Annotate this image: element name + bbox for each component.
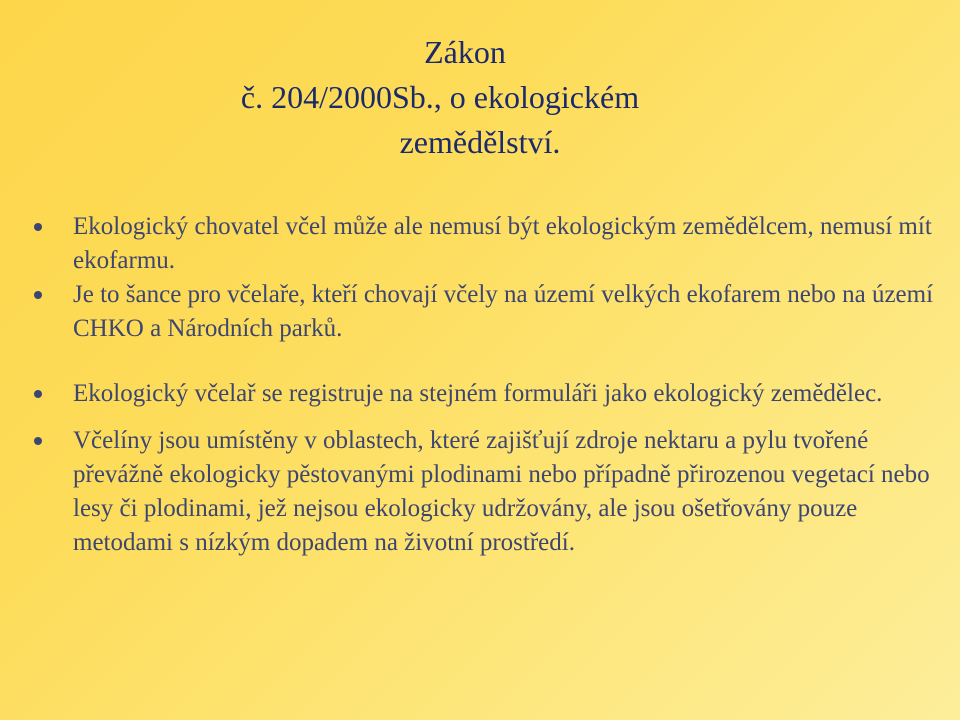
bullet-list	[30, 210, 945, 560]
bullet-dot-icon	[34, 437, 42, 445]
bullet-dot-icon	[34, 223, 42, 231]
title-line-3: zemědělství.	[399, 124, 561, 160]
bullet-text: Ekologický včelař se registruje na stejném formuláři jako ekologický zemědělec.	[73, 380, 883, 407]
bullet-item	[30, 377, 945, 411]
bullet-item	[30, 210, 945, 278]
title-line-2: č. 204/2000Sb., o ekologickém	[240, 79, 640, 115]
bullet-text: Ekologický chovatel včel může ale nemusí být ekologickým zemědělcem, nemusí mít ekofarmu.	[73, 213, 932, 274]
bullet-text: Včelíny jsou umístěny v oblastech, které zajišťují zdroje nektaru a pylu tvořené převážně ekologicky pěstovanými plodinami nebo případně přirozenou vegetací nebo lesy či plodinami, jež nejsou ekologicky udržovány, ale jsou ošetřovány pouze metodami s nízkým dopadem na životní prostředí.	[73, 427, 930, 556]
bullet-item	[30, 278, 945, 346]
bullet-dot-icon	[34, 390, 42, 398]
slide-title	[0, 30, 960, 165]
bullet-item	[30, 424, 945, 560]
title-line-1: Zákon	[424, 34, 506, 70]
bullet-dot-icon	[34, 291, 42, 299]
bullet-text: Je to šance pro včelaře, kteří chovají včely na území velkých ekofarem nebo na území CHKO a Národních parků.	[73, 281, 934, 342]
